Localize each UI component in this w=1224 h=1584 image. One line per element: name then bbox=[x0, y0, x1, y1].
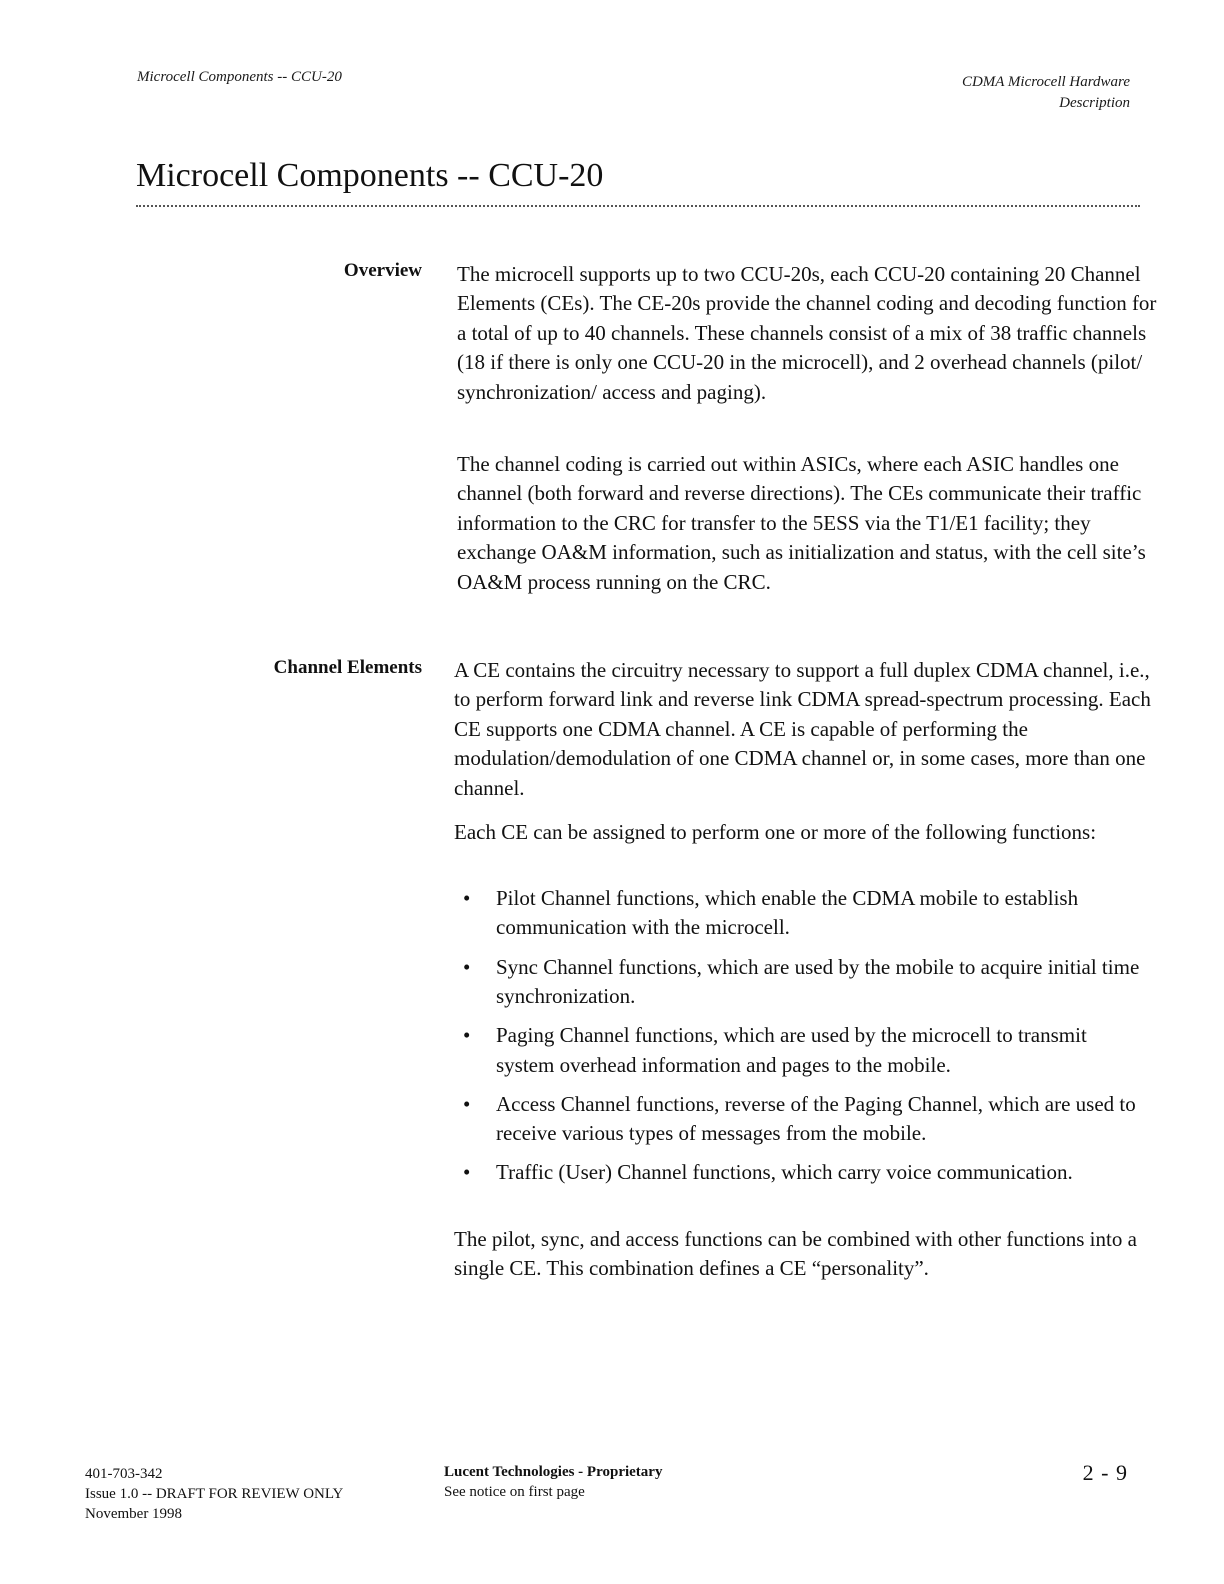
channel-elements-paragraph-1-text: A CE contains the circuitry necessary to support a full duplex CDMA channel, i.e., to perform forward link and reverse link CDMA spread-spectrum processing. Each CE supports one CDMA channel. A CE is capable of performing the modulation/demodulation of one CDMA channel or, in some cases, more than one channel. bbox=[454, 658, 1151, 800]
channel-elements-paragraph-3-text: The pilot, sync, and access functions can be combined with other functions into a single CE. This combination defines a CE “personality”. bbox=[454, 1227, 1137, 1281]
running-header-right-line1: CDMA Microcell Hardware bbox=[961, 74, 1130, 90]
channel-elements-paragraph-2-text: Each CE can be assigned to perform one or more of the following functions: bbox=[454, 820, 1097, 844]
footer-notice: See notice on first page bbox=[444, 1484, 585, 1500]
bullet-icon: • bbox=[463, 1160, 471, 1185]
running-header-right bbox=[962, 72, 1130, 114]
section-label-channel-elements: Channel Elements bbox=[273, 657, 422, 678]
running-header-left: Microcell Components -- CCU-20 bbox=[137, 69, 342, 85]
footer-proprietary-notice bbox=[444, 1462, 662, 1502]
list-item-text: Pilot Channel functions, which enable the CDMA mobile to establish communication with the microcell. bbox=[496, 886, 1079, 940]
page-title: Microcell Components -- CCU-20 bbox=[136, 157, 604, 194]
list-item bbox=[462, 953, 1142, 1012]
bullet-icon: • bbox=[463, 954, 471, 979]
list-item bbox=[462, 1090, 1142, 1149]
section-label-overview: Overview bbox=[343, 260, 422, 281]
list-item-text: Sync Channel functions, which are used by the mobile to acquire initial time synchronization. bbox=[496, 954, 1140, 1009]
channel-elements-paragraph-2 bbox=[454, 818, 1154, 847]
overview-paragraph-2 bbox=[457, 450, 1157, 597]
list-item bbox=[462, 1021, 1142, 1080]
footer-proprietary: Lucent Technologies - Proprietary bbox=[444, 1464, 663, 1480]
title-divider bbox=[136, 205, 1140, 207]
footer-date: November 1998 bbox=[85, 1506, 183, 1522]
list-item-text: Access Channel functions, reverse of the Paging Channel, which are used to receive various types of messages from the mobile. bbox=[496, 1091, 1136, 1146]
footer-document-info bbox=[85, 1464, 343, 1524]
channel-elements-paragraph-1 bbox=[454, 656, 1154, 803]
footer-doc-number: 401-703-342 bbox=[85, 1466, 163, 1482]
channel-elements-paragraph-3 bbox=[454, 1225, 1154, 1284]
overview-paragraph-2-text: The channel coding is carried out within ASICs, where each ASIC handles one channel (both forward and reverse directions). The CEs communicate their traffic information to the CRC for transfer to the 5ESS via the T1/E1 facility; they exchange OA&M information, such as initialization and status, with the cell site’s OA&M process running on the CRC. bbox=[457, 452, 1146, 594]
bullet-icon: • bbox=[463, 1023, 471, 1048]
footer-issue: Issue 1.0 -- DRAFT FOR REVIEW ONLY bbox=[85, 1486, 344, 1502]
overview-paragraph-1-text: The microcell supports up to two CCU-20s, each CCU-20 containing 20 Channel Elements (CEs). The CE-20s provide the channel coding and decoding function for a total of up to 40 channels. These channels consist of a mix of 38 traffic channels (18 if there is only one CCU-20 in the microcell), and 2 overhead channels (pilot/ synchronization/ access and paging). bbox=[457, 262, 1157, 404]
overview-paragraph-1 bbox=[457, 260, 1157, 407]
list-item bbox=[462, 884, 1142, 943]
list-item-text: Traffic (User) Channel functions, which carry voice communication. bbox=[496, 1160, 1073, 1185]
page-number: 2 - 9 bbox=[1082, 1460, 1128, 1485]
list-item-text: Paging Channel functions, which are used by the microcell to transmit system overhead information and pages to the mobile. bbox=[496, 1023, 1087, 1077]
bullet-icon: • bbox=[463, 886, 471, 910]
bullet-icon: • bbox=[463, 1091, 471, 1116]
list-item bbox=[462, 1158, 1142, 1187]
function-bullet-list bbox=[462, 884, 1142, 1198]
running-header-right-line2: Description bbox=[1059, 95, 1130, 111]
